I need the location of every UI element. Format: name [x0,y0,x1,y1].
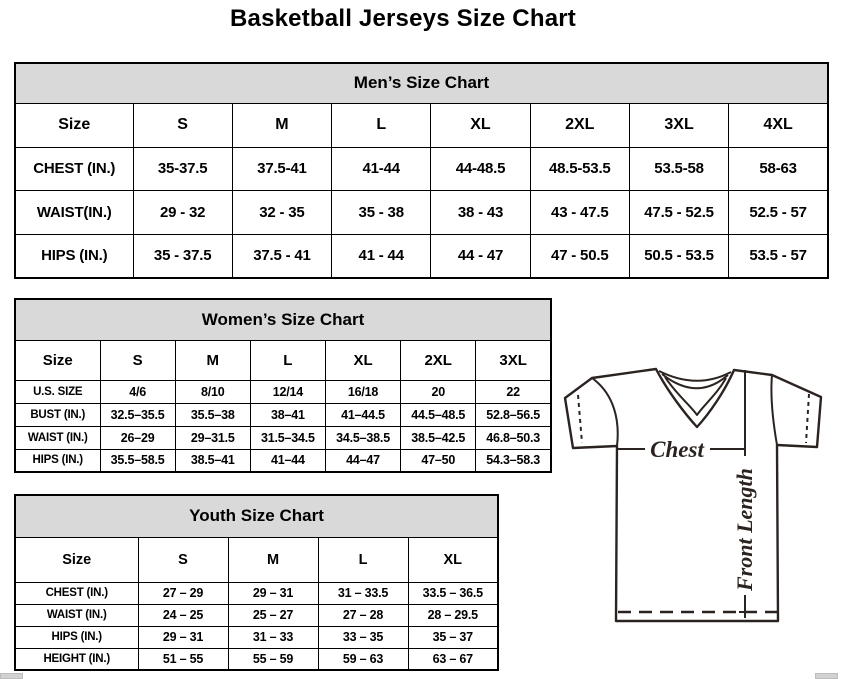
size-col-header: L [332,103,431,147]
value-cell: 53.5-58 [629,147,728,190]
size-col-header: S [100,340,175,380]
jersey-outline [565,369,821,621]
youth-size-header-row [15,537,498,582]
youth-size-table [14,494,499,671]
table-row [15,626,498,648]
value-cell: 27 – 29 [138,582,228,604]
value-cell: 27 – 28 [318,604,408,626]
table-row [15,147,828,190]
value-cell: 35-37.5 [133,147,232,190]
value-cell: 55 – 59 [228,648,318,670]
table-row [15,426,551,449]
value-cell: 33 – 35 [318,626,408,648]
row-label: WAIST (IN.) [15,604,138,626]
value-cell: 38.5–42.5 [401,426,476,449]
row-label: HIPS (IN.) [15,626,138,648]
value-cell: 41–44 [250,449,325,472]
value-cell: 31.5–34.5 [250,426,325,449]
value-cell: 37.5-41 [232,147,331,190]
row-label: WAIST(IN.) [15,190,133,234]
value-cell: 52.5 - 57 [729,190,828,234]
value-cell: 35.5–58.5 [100,449,175,472]
size-header-label: Size [15,103,133,147]
youth-table-header-row [15,495,498,537]
womens-size-header-row [15,340,551,380]
size-col-header: M [228,537,318,582]
size-col-header: 3XL [629,103,728,147]
value-cell: 54.3–58.3 [476,449,551,472]
row-label: CHEST (IN.) [15,582,138,604]
table-row [15,648,498,670]
womens-table-title: Women’s Size Chart [15,299,551,340]
value-cell: 33.5 – 36.5 [408,582,498,604]
size-col-header: XL [325,340,400,380]
value-cell: 38–41 [250,403,325,426]
value-cell: 48.5-53.5 [530,147,629,190]
value-cell: 47–50 [401,449,476,472]
table-row [15,380,551,403]
value-cell: 35 – 37 [408,626,498,648]
row-label: WAIST (IN.) [15,426,100,449]
size-col-header: S [138,537,228,582]
value-cell: 31 – 33 [228,626,318,648]
value-cell: 51 – 55 [138,648,228,670]
value-cell: 26–29 [100,426,175,449]
value-cell: 47 - 50.5 [530,234,629,278]
womens-table-header-row [15,299,551,340]
value-cell: 63 – 67 [408,648,498,670]
page-title: Basketball Jerseys Size Chart [230,5,576,32]
table-row [15,582,498,604]
mens-table-header-row [15,63,828,103]
size-col-header: L [250,340,325,380]
mens-size-table [14,62,829,279]
table-row [15,234,828,278]
value-cell: 31 – 33.5 [318,582,408,604]
row-label: HIPS (IN.) [15,449,100,472]
value-cell: 29–31.5 [175,426,250,449]
value-cell: 44-48.5 [431,147,530,190]
size-col-header: XL [431,103,530,147]
value-cell: 44–47 [325,449,400,472]
value-cell: 24 – 25 [138,604,228,626]
row-label: CHEST (IN.) [15,147,133,190]
value-cell: 32 - 35 [232,190,331,234]
value-cell: 38.5–41 [175,449,250,472]
value-cell: 4/6 [100,380,175,403]
value-cell: 32.5–35.5 [100,403,175,426]
table-row [15,190,828,234]
value-cell: 25 – 27 [228,604,318,626]
scrollbar-fragment-left[interactable] [0,673,23,679]
value-cell: 59 – 63 [318,648,408,670]
value-cell: 12/14 [250,380,325,403]
value-cell: 41–44.5 [325,403,400,426]
front-length-label: Front Length [732,468,757,591]
youth-table-title: Youth Size Chart [15,495,498,537]
size-col-header: M [232,103,331,147]
row-label: U.S. SIZE [15,380,100,403]
scrollbar-fragment-right[interactable] [815,673,838,679]
value-cell: 50.5 - 53.5 [629,234,728,278]
value-cell: 41 - 44 [332,234,431,278]
value-cell: 29 – 31 [228,582,318,604]
row-label: HIPS (IN.) [15,234,133,278]
size-header-label: Size [15,537,138,582]
value-cell: 44.5–48.5 [401,403,476,426]
size-col-header: 2XL [401,340,476,380]
row-label: BUST (IN.) [15,403,100,426]
value-cell: 52.8–56.5 [476,403,551,426]
value-cell: 58-63 [729,147,828,190]
table-row [15,449,551,472]
value-cell: 35.5–38 [175,403,250,426]
value-cell: 35 - 37.5 [133,234,232,278]
value-cell: 43 - 47.5 [530,190,629,234]
value-cell: 29 – 31 [138,626,228,648]
value-cell: 20 [401,380,476,403]
chest-label: Chest [650,437,704,462]
value-cell: 37.5 - 41 [232,234,331,278]
size-col-header: 2XL [530,103,629,147]
value-cell: 53.5 - 57 [729,234,828,278]
value-cell: 8/10 [175,380,250,403]
value-cell: 35 - 38 [332,190,431,234]
value-cell: 28 – 29.5 [408,604,498,626]
value-cell: 16/18 [325,380,400,403]
mens-size-header-row [15,103,828,147]
size-col-header: L [318,537,408,582]
value-cell: 41-44 [332,147,431,190]
value-cell: 46.8–50.3 [476,426,551,449]
mens-table-title: Men’s Size Chart [15,63,828,103]
value-cell: 44 - 47 [431,234,530,278]
womens-size-table [14,298,552,473]
value-cell: 29 - 32 [133,190,232,234]
size-col-header: S [133,103,232,147]
table-row [15,403,551,426]
size-col-header: 4XL [729,103,828,147]
value-cell: 22 [476,380,551,403]
size-col-header: 3XL [476,340,551,380]
value-cell: 34.5–38.5 [325,426,400,449]
jersey-diagram [558,358,830,630]
size-col-header: M [175,340,250,380]
row-label: HEIGHT (IN.) [15,648,138,670]
table-row [15,604,498,626]
size-header-label: Size [15,340,100,380]
value-cell: 47.5 - 52.5 [629,190,728,234]
size-col-header: XL [408,537,498,582]
value-cell: 38 - 43 [431,190,530,234]
